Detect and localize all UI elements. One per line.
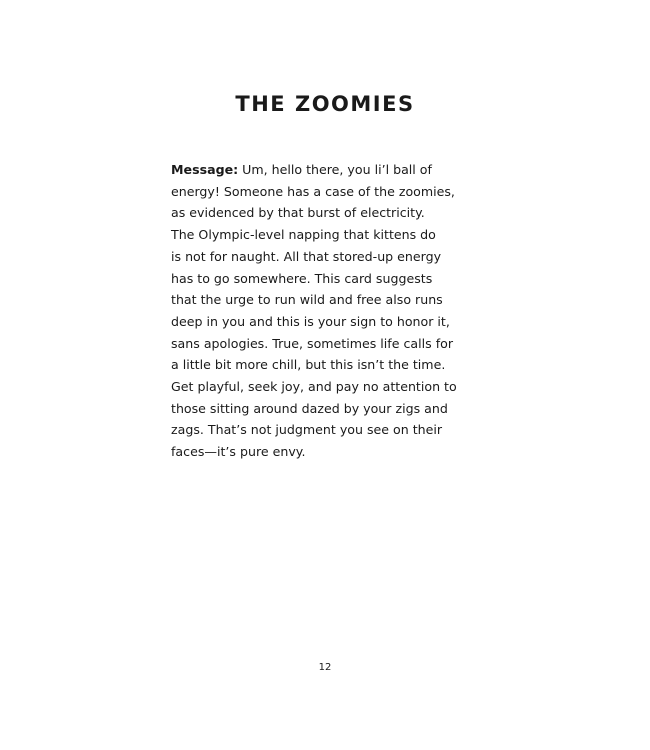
message-line-5: is not for naught. All that stored-up energy	[171, 248, 442, 264]
message-line-3: as evidenced by that burst of electricity.	[171, 205, 425, 221]
page-title: THE ZOOMIES	[235, 92, 415, 116]
message-paragraph	[171, 159, 471, 463]
message-line-4: The Olympic-level napping that kittens do	[171, 227, 436, 243]
page-number: 12	[318, 662, 332, 673]
message-text-1: Um, hello there, you li’l ball of	[238, 162, 432, 177]
message-line-2: energy! Someone has a case of the zoomies,	[171, 183, 455, 199]
message-line-9: sans apologies. True, sometimes life calls for	[171, 335, 454, 351]
message-line-11: Get playful, seek joy, and pay no attention to	[171, 379, 457, 395]
message-line-8: deep in you and this is your sign to honor it,	[171, 313, 450, 329]
message-line-12: those sitting around dazed by your zigs and	[171, 400, 448, 416]
message-line-14: faces—it’s pure envy.	[171, 444, 306, 460]
message-label: Message:	[171, 162, 239, 177]
message-line-7: that the urge to run wild and free also runs	[171, 292, 443, 308]
message-line-13: zags. That’s not judgment you see on their	[171, 422, 443, 438]
message-line-1	[171, 159, 471, 181]
message-line-10: a little bit more chill, but this isn’t the time.	[171, 357, 446, 373]
message-line-6: has to go somewhere. This card suggests	[171, 270, 433, 286]
